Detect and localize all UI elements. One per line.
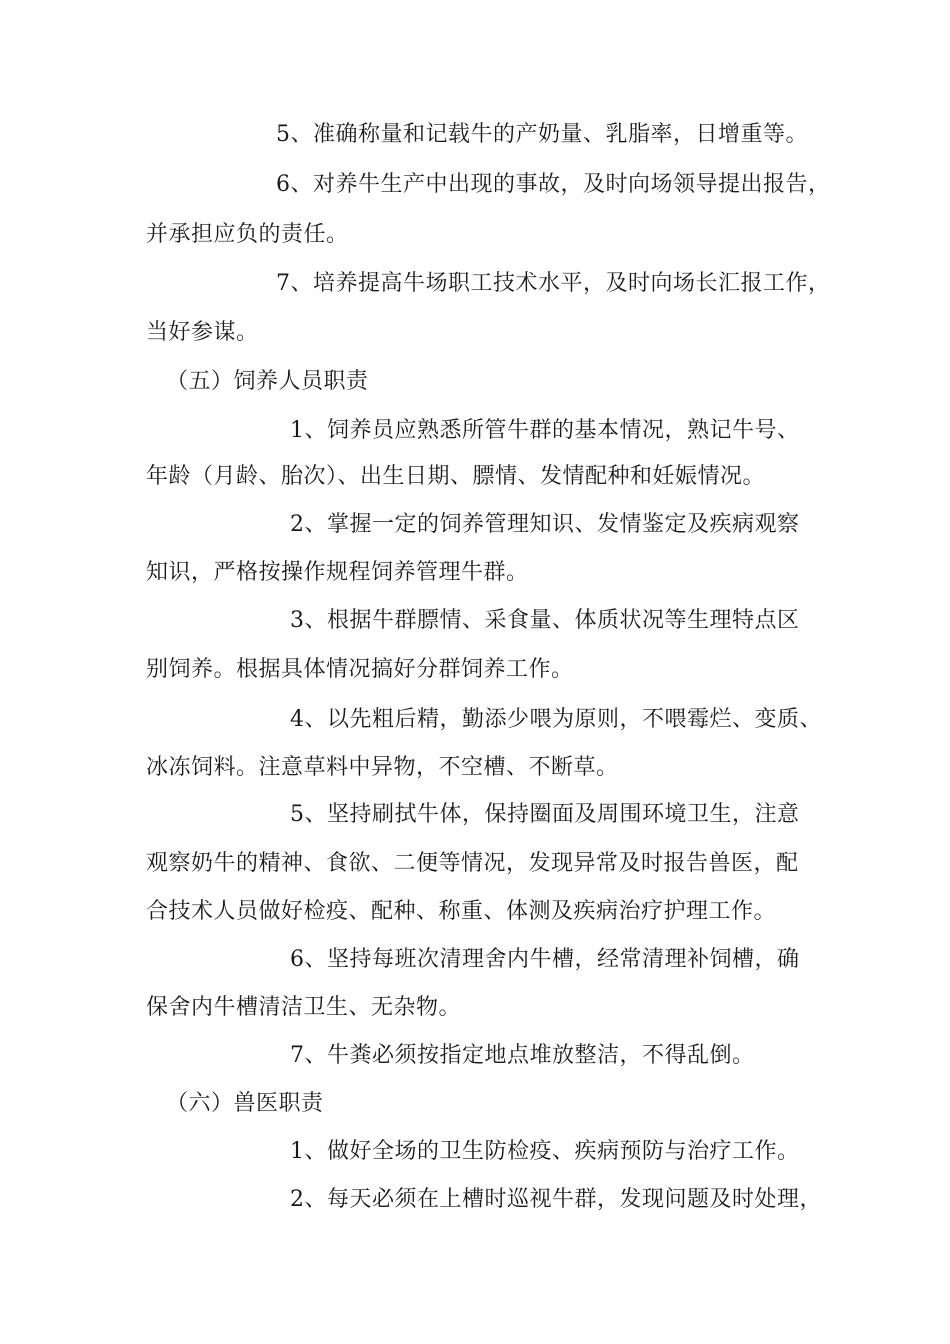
text-line: 合技术人员做好检疫、配种、称重、体测及疾病治疗护理工作。 [146,899,777,924]
text-line: 6、坚持每班次清理舍内牛槽，经常清理补饲槽，确 [290,947,800,972]
text-line: 知识，严格按操作规程饲养管理牛群。 [146,560,529,585]
text-line: 当好参谋。 [146,320,259,345]
text-line: 1、饲养员应熟悉所管牛群的基本情况，熟记牛号、 [290,418,800,443]
text-line: 保舍内牛槽清洁卫生、无杂物。 [146,995,462,1020]
text-line: 5、坚持刷拭牛体，保持圈面及周围环境卫生，注意 [290,802,800,827]
text-line: 年龄（月龄、胎次）、出生日期、膘情、发情配种和妊娠情况。 [146,464,766,489]
text-line: 7、培养提高牛场职工技术水平，及时向场长汇报工作， [276,271,831,296]
text-line: 7、牛粪必须按指定地点堆放整洁，不得乱倒。 [290,1043,755,1068]
text-line: 3、根据牛群膘情、采食量、体质状况等生理特点区 [290,608,800,633]
text-line: 观察奶牛的精神、食欲、二便等情况，发现异常及时报告兽医，配 [146,851,799,876]
section-heading: （五）饲养人员职责 [166,369,369,394]
text-line: 并承担应负的责任。 [146,222,349,247]
text-line: 5、准确称量和记载牛的产奶量、乳脂率，日增重等。 [276,122,808,147]
text-line: 6、对养牛生产中出现的事故，及时向场领导提出报告， [276,172,831,197]
text-line: 2、每天必须在上槽时巡视牛群，发现问题及时处理， [290,1187,822,1212]
text-line: 1、做好全场的卫生防检疫、疾病预防与治疗工作。 [290,1139,800,1164]
text-line: 2、掌握一定的饲养管理知识、发情鉴定及疾病观察 [290,512,800,537]
text-line: 别饲养。根据具体情况搞好分群饲养工作。 [146,657,574,682]
section-heading: （六）兽医职责 [166,1091,324,1116]
text-line: 4、以先粗后精，勤添少喂为原则，不喂霉烂、变质、 [290,707,822,732]
text-line: 冰冻饲料。注意草料中异物，不空槽、不断草。 [146,755,619,780]
